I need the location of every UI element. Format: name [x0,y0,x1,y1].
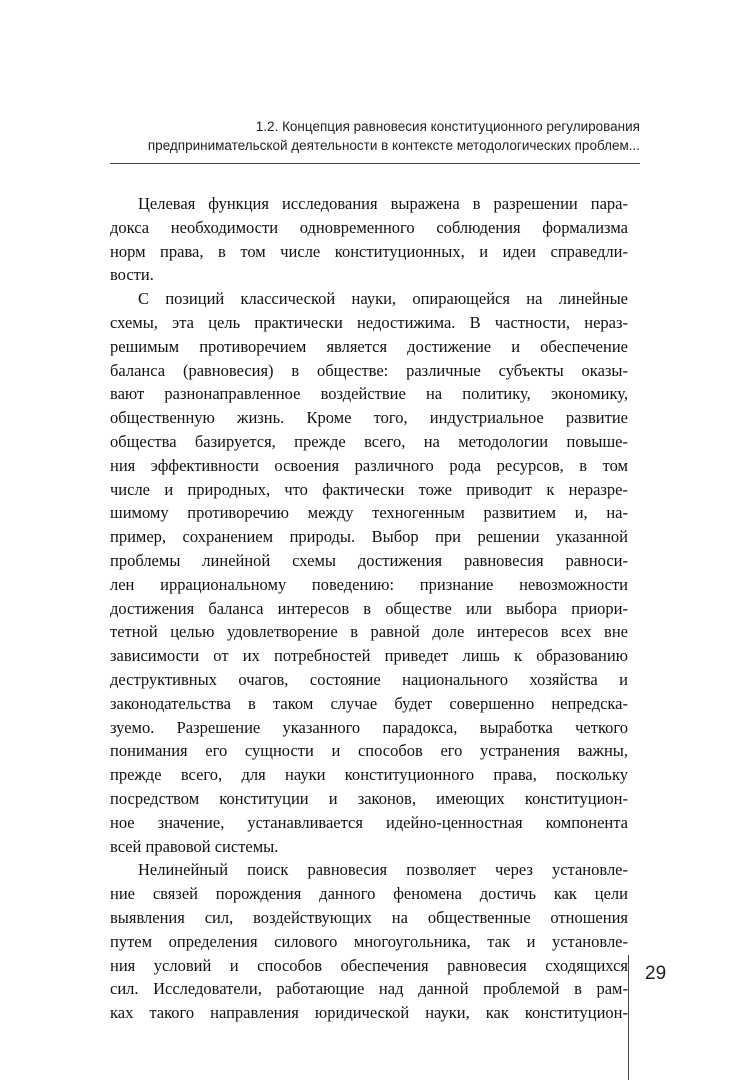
text-line: всей правовой системы. [110,836,279,856]
paragraph-3 [110,858,628,1025]
page-number-rule [628,955,629,1080]
running-head-line-1: 1.2. Концепция равновесия конституционного регулирования [255,119,640,134]
text-line: Нелинейный поиск равновесия позволяет через установле- [138,860,628,880]
page-number: 29 [645,963,667,984]
text-line: выявления сил, воздействующих на общественные отношения [110,907,628,927]
text-line: лен иррациональному поведению: признание невозможности [110,574,628,594]
text-line: норм права, в том числе конституционных, и идеи справедли- [110,241,628,261]
text-line: тетной целью удовлетворение в равной доле интересов всех вне [110,622,628,642]
text-line: схемы, эта цель практически недостижима. В частности, нераз- [110,312,628,332]
text-line: законодательства в таком случае будет совершенно непредска- [110,693,628,713]
paragraph-1 [110,192,628,287]
text-line: вости. [110,265,154,285]
text-line: Целевая функция исследования выражена в разрешении пара- [138,194,628,213]
running-head-rule [110,163,640,164]
text-line: общественную жизнь. Кроме того, индустриальное развитие [110,408,628,428]
text-line: зуемо. Разрешение указанного парадокса, выработка четкого [110,717,628,737]
text-line: ках такого направления юридической науки, как конституцион- [110,1003,628,1023]
text-line: путем определения силового многоугольника, так и установле- [110,931,628,951]
text-line: проблемы линейной схемы достижения равновесия равноси- [110,550,628,570]
text-line: ния условий и способов обеспечения равновесия сходящихся [110,955,628,975]
text-line: докса необходимости одновременного соблюдения формализма [110,217,628,237]
text-line: вают разнонаправленное воздействие на политику, экономику, [110,384,628,404]
running-head [110,118,640,155]
text-line: числе и природных, что фактически тоже приводит к неразре- [110,479,628,499]
text-line: деструктивных очагов, состояние национального хозяйства и [110,669,628,689]
text-line: ние связей порождения данного феномена достичь как цели [110,884,628,904]
text-line: общества базируется, прежде всего, на методологии повыше- [110,431,628,451]
text-line: пример, сохранением природы. Выбор при решении указанной [110,527,628,547]
text-line: решимым противоречием является достижение и обеспечение [110,336,628,356]
text-line: баланса (равновесия) в обществе: различные субъекты оказы- [110,360,628,380]
text-line: сил. Исследователи, работающие над данной проблемой в рам- [110,979,628,999]
running-head-line-2: предпринимательской деятельности в контексте методологических проблем... [147,137,640,153]
text-line: понимания его сущности и способов его устранения важны, [110,741,628,761]
paragraph-2 [110,287,628,858]
text-line: ное значение, устанавливается идейно-ценностная компонента [110,812,628,832]
body-text [110,192,628,1025]
text-line: прежде всего, для науки конституционного права, поскольку [110,765,628,785]
text-line: ния эффективности освоения различного рода ресурсов, в том [110,455,628,475]
text-line: С позиций классической науки, опирающейся на линейные [138,289,628,309]
text-line: зависимости от их потребностей приведет лишь к образованию [110,646,628,666]
text-line: посредством конституции и законов, имеющих конституцион- [110,788,628,808]
text-line: достижения баланса интересов в обществе или выбора приори- [110,598,628,618]
text-line: шимому противоречию между техногенным развитием и, на- [110,503,628,523]
